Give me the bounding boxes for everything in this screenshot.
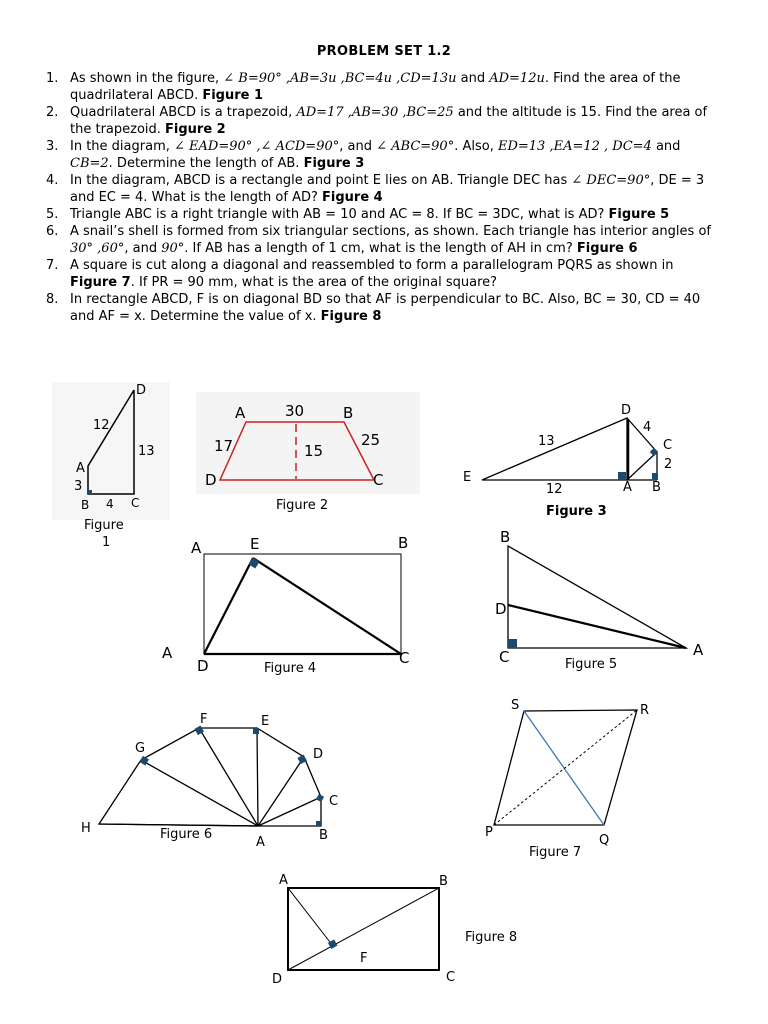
problem-number: 1.: [46, 71, 59, 86]
figure-6-label-d: D: [313, 747, 324, 762]
figure-6-segment-ag: [141, 760, 258, 826]
figure-6-outline: [99, 728, 324, 826]
figure-8-label-f: F: [360, 951, 368, 966]
problem-number: 7.: [46, 258, 59, 273]
figure-2: [196, 392, 420, 513]
figure-4: [162, 534, 409, 676]
figure-3-label-b: B: [652, 480, 661, 495]
figure-3-right-angle-a: [618, 472, 626, 480]
figure-5-caption: Figure 5: [565, 657, 618, 672]
figure-6-label-f: F: [200, 712, 208, 727]
figure-1-length-ad: 12: [93, 418, 110, 433]
figure-4-label-b: B: [398, 534, 409, 552]
figure-1-caption: Figure: [84, 518, 124, 533]
figure-6: [81, 712, 338, 850]
problem-text: Quadrilateral ABCD is a trapezoid,: [70, 105, 297, 120]
figure-5-label-a: A: [693, 641, 704, 659]
figure-7: [485, 698, 649, 860]
figure-1-right-angle-marker: [88, 490, 92, 494]
figure-6-right-angle-c: [316, 794, 324, 802]
problem-text: , and: [124, 241, 162, 256]
problem-text: and: [456, 71, 490, 86]
figure-1-length-ab: 3: [74, 479, 83, 494]
figure-1-caption-number: 1: [102, 535, 111, 550]
figure-2-length-h: 15: [304, 442, 324, 460]
figure-6-label-c: C: [329, 794, 339, 809]
figure-3-length-cb: 2: [664, 457, 673, 472]
figure-3-length-ea: 12: [546, 482, 563, 497]
figure-7-label-p: P: [485, 825, 493, 840]
figure-3-triangle-ead: [482, 418, 627, 480]
figure-reference: Figure 1: [202, 88, 264, 103]
problem-text: In rectangle ABCD, F is on diagonal BD so that AF is perpendicular to BC. Also, BC = 30, CD = 40 and AF = x. Determine the value of x.: [70, 292, 701, 324]
figure-6-segment-af: [199, 728, 258, 826]
figure-6-label-e: E: [261, 714, 270, 729]
figure-8-label-d: D: [272, 972, 283, 987]
figure-4-right-angle-e: [248, 557, 259, 568]
problem-number: 5.: [46, 207, 59, 222]
figure-3: [463, 403, 672, 519]
figure-4-segment-ec: [253, 558, 401, 654]
problem-number: 4.: [46, 173, 59, 188]
problem-text: . If AB has a length of 1 cm, what is the length of AH in cm?: [184, 241, 577, 256]
problem-number: 8.: [46, 292, 59, 307]
figure-8-label-c: C: [446, 970, 456, 985]
figure-6-right-angle-b: [316, 821, 321, 826]
math-expression: ∠ EAD=90° ,∠ ACD=90°: [174, 139, 340, 154]
figure-5-right-angle-c: [508, 639, 517, 648]
figure-5-segment-ad: [508, 605, 686, 648]
problem-text: and: [651, 139, 681, 154]
figure-6-caption: Figure 6: [160, 827, 213, 842]
problem-text: , and: [339, 139, 377, 154]
problem-text: In the diagram, ABCD is a rectangle and point E lies on AB. Triangle DEC has: [70, 173, 572, 188]
figure-8-caption: Figure 8: [465, 930, 518, 945]
figure-1-label-b: B: [81, 498, 90, 512]
figure-6-label-h: H: [81, 821, 91, 836]
page-title: PROBLEM SET 1.2: [316, 44, 452, 59]
figure-1-length-cd: 13: [138, 444, 155, 459]
figure-2-label-a: A: [235, 404, 246, 422]
figure-1: [52, 382, 170, 550]
figure-7-diagonal-sq: [524, 711, 604, 825]
figure-7-label-q: Q: [599, 833, 610, 848]
math-expression: ED=13 ,EA=12 , DC=4: [497, 139, 652, 154]
figure-1-label-c: C: [131, 496, 140, 510]
figure-1-length-bc: 4: [106, 497, 114, 511]
problem-number: 6.: [46, 224, 59, 239]
figure-reference: Figure 3: [303, 156, 365, 171]
figure-5-label-d: D: [495, 600, 507, 618]
math-expression: 30° ,60°: [70, 241, 125, 256]
figure-1-label-a: A: [76, 461, 85, 476]
problem-text: Triangle ABC is a right triangle with AB = 10 and AC = 8. If BC = 3DC, what is AD?: [70, 207, 609, 222]
figure-5-label-c: C: [499, 648, 510, 666]
figure-5: [495, 528, 704, 672]
figure-5-label-b: B: [500, 528, 511, 546]
figure-reference: Figure 2: [165, 122, 226, 137]
problem-text: In the diagram,: [70, 139, 174, 154]
figure-2-length-ad: 17: [214, 437, 234, 455]
problem-number: 2.: [46, 105, 59, 120]
math-expression: ∠ DEC=90°: [571, 173, 651, 188]
math-expression: AD=17 ,AB=30 ,BC=25: [296, 105, 454, 120]
figure-6-label-a: A: [256, 835, 265, 850]
figure-2-caption: Figure 2: [276, 498, 329, 513]
problem-text: A square is cut along a diagonal and reassembled to form a parallelogram PQRS as shown in: [70, 258, 674, 273]
figure-4-label-c: C: [399, 649, 410, 667]
figure-8-label-a: A: [279, 873, 288, 888]
figure-3-label-a: A: [623, 480, 632, 495]
figure-6-label-g: G: [135, 741, 146, 756]
figure-6-right-angle-d: [297, 755, 307, 765]
figure-7-label-s: S: [511, 698, 520, 713]
figure-4-label-a-top: A: [191, 539, 202, 557]
figure-6-segment-ae: [257, 728, 258, 826]
figure-7-diagonal-pr: [494, 710, 637, 825]
figure-8-segment-af: [288, 888, 333, 946]
figure-3-label-d: D: [621, 403, 632, 418]
figure-6-label-b: B: [319, 828, 328, 843]
figure-reference: Figure 8: [320, 309, 382, 324]
figure-6-segment-ah: [99, 824, 258, 826]
figure-2-length-bc: 25: [361, 431, 381, 449]
figure-7-label-r: R: [640, 703, 650, 718]
problem-text: , DE = 3 and EC = 4. What is the length of AD?: [70, 173, 705, 205]
figure-2-length-ab: 30: [285, 402, 305, 420]
figure-4-label-d: D: [197, 657, 209, 675]
figure-6-right-angle-e: [253, 728, 259, 734]
figure-3-label-c: C: [663, 438, 673, 453]
figure-3-length-dc: 4: [643, 420, 652, 435]
problem-text: As shown in the figure,: [70, 71, 224, 86]
math-expression: ∠ B=90° ,AB=3u ,BC=4u ,CD=13u: [223, 71, 457, 86]
problem-text: . Also,: [454, 139, 498, 154]
problem-text: . If PR = 90 mm, what is the area of the original square?: [130, 275, 498, 290]
problem-text: . Find the area of the quadrilateral ABCD.: [70, 71, 681, 103]
figure-reference: Figure 4: [322, 190, 383, 205]
figure-8: [272, 873, 517, 987]
figure-3-segment-dc: [627, 418, 657, 452]
problem-text: . Determine the length of AB.: [108, 156, 304, 171]
figure-4-caption: Figure 4: [264, 661, 317, 676]
figure-4-segment-de: [204, 558, 253, 654]
math-expression: 90°: [161, 241, 185, 256]
figure-8-label-b: B: [439, 874, 448, 889]
figure-reference: Figure 7: [70, 275, 131, 290]
problem-number: 3.: [46, 139, 59, 154]
figure-reference: Figure 6: [576, 241, 638, 256]
figure-3-caption: Figure 3: [546, 504, 607, 519]
figure-3-length-ed: 13: [538, 434, 555, 449]
problem-text: and the altitude is 15. Find the area of the trapezoid.: [70, 105, 708, 137]
figure-5-triangle: [508, 546, 686, 648]
figure-reference: Figure 5: [608, 207, 670, 222]
figure-3-label-e: E: [463, 470, 472, 485]
math-expression: AD=12u: [489, 71, 545, 86]
figure-2-label-d: D: [205, 471, 217, 489]
figure-2-label-c: C: [373, 471, 384, 489]
math-expression: ∠ ABC=90°: [376, 139, 455, 154]
figure-4-label-a-left: A: [162, 644, 173, 662]
figure-2-label-b: B: [343, 404, 354, 422]
figure-4-label-e: E: [250, 535, 260, 553]
figure-1-label-d: D: [136, 383, 147, 398]
problem-text: A snail’s shell is formed from six triangular sections, as shown. Each triangle has interior angles of: [70, 224, 711, 239]
figure-4-rectangle: [204, 554, 401, 654]
figure-3-right-angle-b: [652, 473, 658, 480]
figure-7-caption: Figure 7: [529, 845, 582, 860]
math-expression: CB=2: [70, 156, 109, 171]
